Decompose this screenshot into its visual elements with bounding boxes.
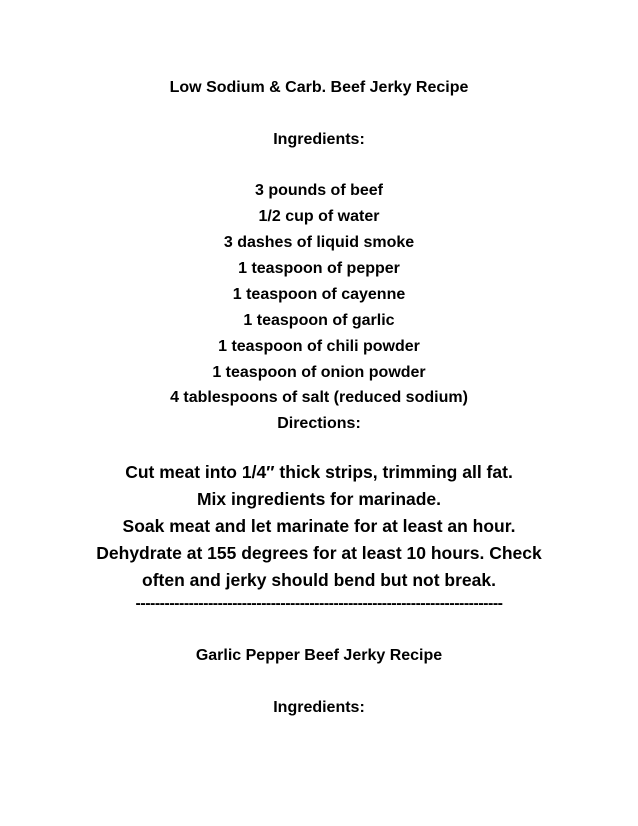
ingredient-item: 1 teaspoon of cayenne — [232, 286, 406, 303]
ingredient-item: 1 teaspoon of garlic — [243, 312, 395, 329]
direction-line: Soak meat and let marinate for at least an hour. — [122, 516, 516, 536]
ingredient-item: 1 teaspoon of chili powder — [218, 338, 420, 355]
ingredients-heading: Ingredients: — [273, 131, 365, 148]
ingredients-heading: Ingredients: — [273, 699, 365, 716]
section-separator: ---------------------------------------------------------------------------- — [135, 596, 503, 612]
ingredient-item: 3 dashes of liquid smoke — [223, 234, 415, 251]
recipe-title: Garlic Pepper Beef Jerky Recipe — [195, 647, 443, 664]
directions-heading: Directions: — [277, 415, 361, 432]
ingredient-item: 1/2 cup of water — [258, 208, 380, 225]
direction-line: often and jerky should bend but not break. — [142, 570, 496, 590]
ingredient-item: 1 teaspoon of onion powder — [212, 364, 426, 381]
direction-line: Cut meat into 1/4″ thick strips, trimming all fat. — [125, 462, 513, 482]
recipe-title: Low Sodium & Carb. Beef Jerky Recipe — [169, 79, 469, 96]
direction-line: Mix ingredients for marinade. — [196, 489, 442, 509]
direction-line: Dehydrate at 155 degrees for at least 10 hours. Check — [96, 543, 542, 563]
ingredient-item: 3 pounds of beef — [255, 182, 383, 199]
ingredient-item: 1 teaspoon of pepper — [238, 260, 400, 277]
ingredient-item: 4 tablespoons of salt (reduced sodium) — [170, 389, 468, 406]
